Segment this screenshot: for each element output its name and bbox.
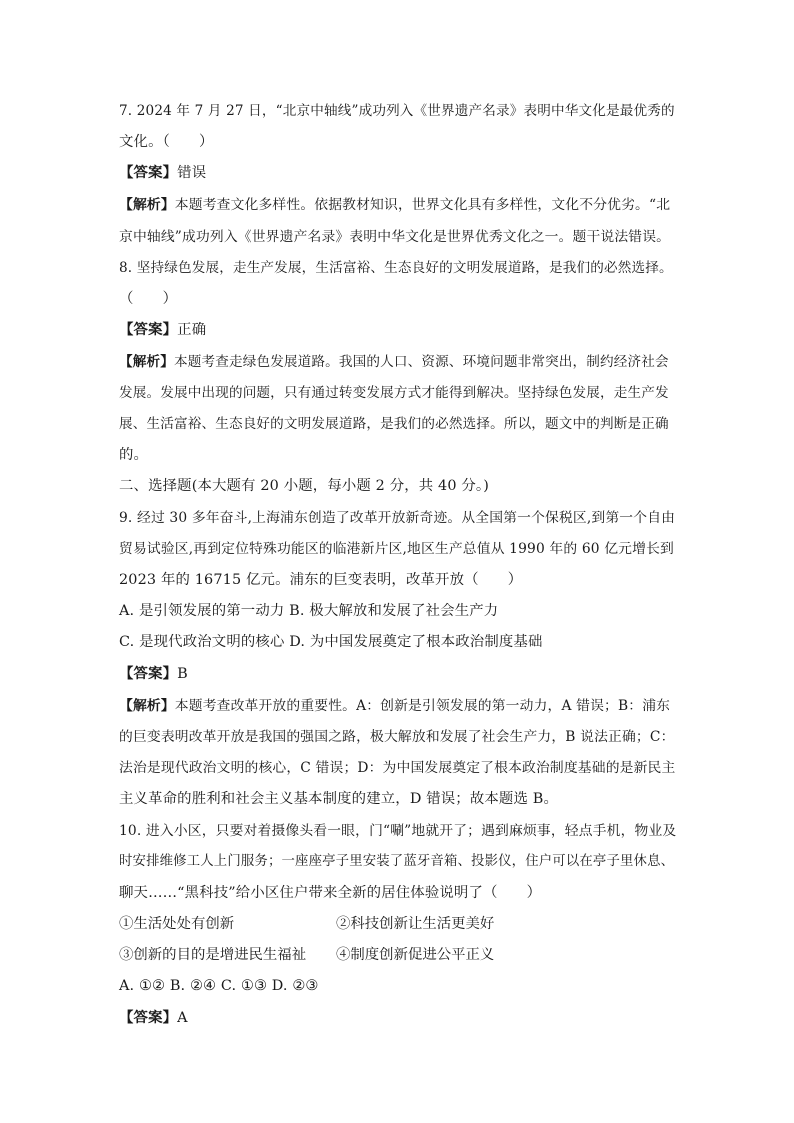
q8-analysis-line3: 展、生活富裕、生态良好的文明发展道路，是我们的必然选择。所以，题文中的判断是正确 xyxy=(119,416,669,432)
answer-label: 【答案】 xyxy=(119,321,178,338)
q10-statement-2: ②科技创新让生活更美好 xyxy=(336,916,495,932)
answer-value: 错误 xyxy=(177,165,207,181)
q7-analysis-line1: 【解析】本题考查文化多样性。依据教材知识，世界文化具有多样性，文化不分优劣。“北 xyxy=(119,197,671,213)
q10-statement-4: ④制度创新促进公平正义 xyxy=(336,947,495,963)
q8-stem-line1: 8. 坚持绿色发展，走生产发展，生活富裕、生态良好的文明发展道路，是我们的必然选择。 xyxy=(119,260,673,276)
section-heading: 二、选择题(本大题有 20 小题，每小题 2 分，共 40 分。) xyxy=(119,478,490,494)
q8-analysis-line1: 【解析】本题考查走绿色发展道路。我国的人口、资源、环境问题非常突出，制约经济社会 xyxy=(119,354,669,370)
answer-label: 【答案】 xyxy=(119,665,178,682)
q9-analysis-line3: 法治是现代政治文明的核心，C 错误；D：为中国发展奠定了根本政治制度基础的是新民主 xyxy=(119,760,676,776)
answer-label: 【答案】 xyxy=(119,1009,178,1026)
answer-value: B xyxy=(177,666,188,682)
q10-stem-line3: 聊天……“黑科技”给小区住户带来全新的居住体验说明了（ ） xyxy=(119,885,542,901)
q9-options-line2: C. 是现代政治文明的核心 D. 为中国发展奠定了根本政治制度基础 xyxy=(119,634,543,650)
q9-analysis-line2: 的巨变表明改革开放是我国的强国之路，极大解放和发展了社会生产力，B 说法正确；C： xyxy=(119,729,675,745)
q9-stem-line1: 9. 经过 30 多年奋斗,上海浦东创造了改革开放新奇迹。从全国第一个保税区,到第一个自由 xyxy=(119,510,676,526)
q7-stem-line2: 文化。（ ） xyxy=(119,134,214,150)
q8-analysis-line4: 的。 xyxy=(119,447,149,463)
q10-stem-line2: 时安排维修工人上门服务；一座座亭子里安装了蓝牙音箱、投影仪，住户可以在亭子里休息、 xyxy=(119,854,675,869)
q10-statement-1: ①生活处处有创新 xyxy=(119,916,235,932)
q10-options: A. ①② B. ②④ C. ①③ D. ②③ xyxy=(119,978,319,994)
q10-answer xyxy=(119,1008,188,1028)
analysis-label: 【解析】 xyxy=(119,197,175,213)
answer-value: A xyxy=(177,1010,188,1026)
q9-stem-line2: 贸易试验区,再到定位特殊功能区的临港新片区,地区生产总值从 1990 年的 60 亿元增长到 xyxy=(119,541,674,557)
q9-options-line1: A. 是引领发展的第一动力 B. 极大解放和发展了社会生产力 xyxy=(119,603,499,619)
q7-stem-line1: 7. 2024 年 7 月 27 日，“北京中轴线”成功列入《世界遗产名录》表明中华文化是最优秀的 xyxy=(119,103,675,119)
answer-value: 正确 xyxy=(177,322,207,338)
q9-stem-line3: 2023 年的 16715 亿元。浦东的巨变表明，改革开放（ ） xyxy=(119,572,523,588)
q9-analysis-line4: 主义革命的胜利和社会主义基本制度的建立，D 错误；故本题选 B。 xyxy=(119,791,559,807)
q10-stem-line1: 10. 进入小区，只要对着摄像头看一眼，门“唰”地就开了；遇到麻烦事，轻点手机，物业及 xyxy=(119,823,677,839)
q7-answer xyxy=(119,163,206,183)
q10-statement-3: ③创新的目的是增进民生福祉 xyxy=(119,947,307,963)
analysis-label: 【解析】 xyxy=(119,354,174,370)
q8-analysis-line2: 发展。发展中出现的问题，只有通过转变发展方式才能得到解决。坚持绿色发展，走生产发 xyxy=(119,385,669,401)
q7-analysis-line2: 京中轴线”成功列入《世界遗产名录》表明中华文化是世界优秀文化之一。题干说法错误。 xyxy=(119,229,671,245)
analysis-label: 【解析】 xyxy=(119,698,175,714)
q8-stem-line2: （ ） xyxy=(119,291,178,307)
q9-answer xyxy=(119,664,188,684)
answer-label: 【答案】 xyxy=(119,164,178,181)
q8-answer xyxy=(119,320,206,340)
q9-analysis-line1: 【解析】本题考查改革开放的重要性。A：创新是引领发展的第一动力，A 错误；B：浦东 xyxy=(119,698,671,714)
